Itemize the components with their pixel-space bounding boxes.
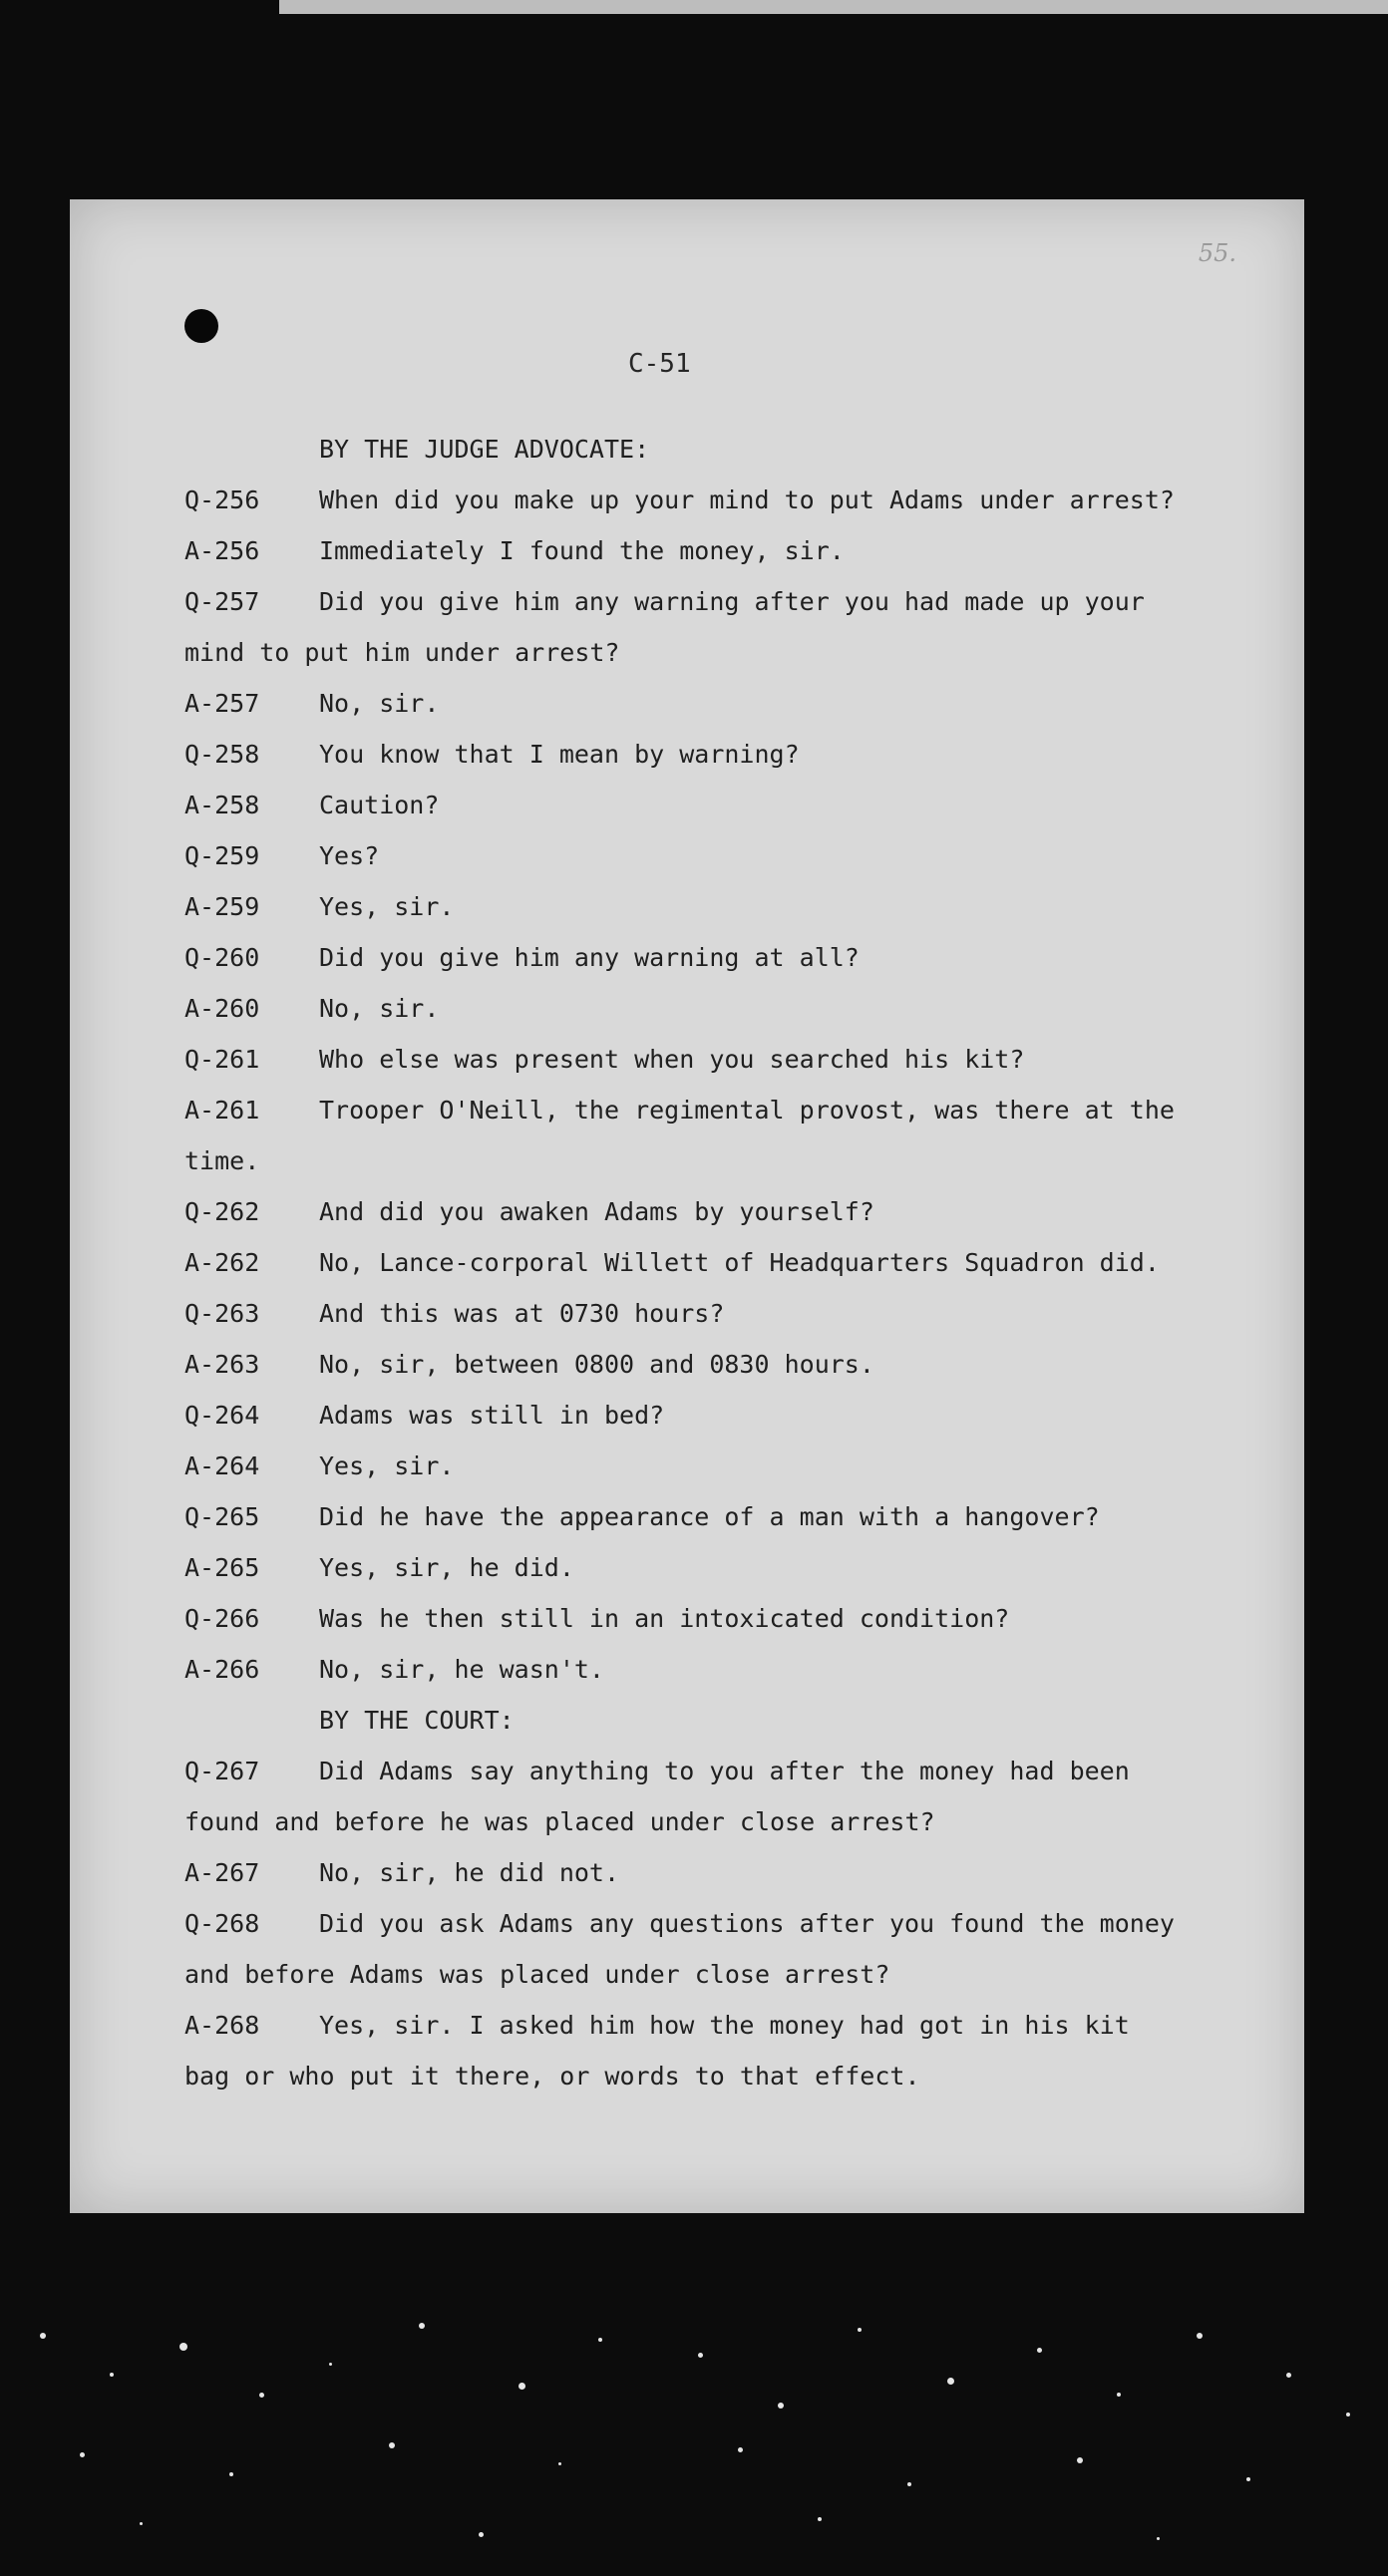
entry-code: Q-263 (184, 1299, 260, 1328)
transcript-entry (184, 1288, 1261, 1339)
film-speck (479, 2532, 484, 2537)
transcript-entry (184, 1847, 1261, 1898)
transcript-entry (184, 1034, 1261, 1085)
entry-code: A-263 (184, 1350, 260, 1379)
entry-text: No, sir, he wasn't. (319, 1655, 604, 1684)
entry-text: No, sir, between 0800 and 0830 hours. (319, 1350, 874, 1379)
entry-code: Q-259 (184, 841, 260, 870)
entry-code: A-268 (184, 2011, 260, 2040)
transcript-entry (184, 1186, 1261, 1237)
section-heading: BY THE COURT: (319, 1706, 515, 1735)
film-speck (1077, 2457, 1083, 2463)
entry-code: A-264 (184, 1451, 260, 1480)
entry-text: Was he then still in an intoxicated condition? (319, 1604, 1010, 1633)
entry-code: A-258 (184, 791, 260, 819)
transcript-entry (184, 475, 1261, 525)
entry-text: And this was at 0730 hours? (319, 1299, 725, 1328)
transcript-entry (184, 1085, 1261, 1135)
page-label: C-51 (628, 349, 691, 379)
entry-text: Yes, sir. (319, 1451, 455, 1480)
film-speck (1286, 2373, 1291, 2378)
film-speck (389, 2442, 395, 2448)
entry-code: Q-261 (184, 1045, 260, 1074)
entry-text: Yes? (319, 841, 380, 870)
top-paper-edge (279, 0, 1388, 14)
entry-code: A-261 (184, 1096, 260, 1125)
entry-code: Q-256 (184, 485, 260, 514)
entry-text: Who else was present when you searched his kit? (319, 1045, 1025, 1074)
entry-code: A-266 (184, 1655, 260, 1684)
document-page (70, 199, 1304, 2213)
entry-text: No, sir, he did not. (319, 1858, 620, 1887)
film-speck (40, 2333, 46, 2339)
entry-text: And did you awaken Adams by yourself? (319, 1197, 874, 1226)
film-speck (110, 2373, 114, 2377)
entry-code: Q-258 (184, 740, 260, 769)
transcript (184, 424, 1261, 2101)
film-speck (947, 2378, 954, 2385)
transcript-entry (184, 576, 1261, 627)
film-speck (80, 2452, 85, 2457)
film-speck (519, 2383, 525, 2390)
entry-code: Q-266 (184, 1604, 260, 1633)
film-speck (259, 2393, 264, 2398)
film-speck (907, 2482, 911, 2486)
entry-code: A-256 (184, 536, 260, 565)
transcript-entry (184, 1644, 1261, 1695)
entry-code: A-259 (184, 892, 260, 921)
transcript-entry (184, 729, 1261, 780)
transcript-entry (184, 678, 1261, 729)
entry-text: Yes, sir, he did. (319, 1553, 574, 1582)
film-speck (818, 2517, 822, 2521)
entry-text: No, Lance-corporal Willett of Headquarters Squadron did. (319, 1248, 1160, 1277)
continuation-line: time. (184, 1146, 260, 1175)
transcript-entry (184, 1339, 1261, 1390)
transcript-entry (184, 1593, 1261, 1644)
film-speck (1346, 2413, 1350, 2416)
transcript-entry (184, 881, 1261, 932)
entry-code: Q-264 (184, 1401, 260, 1430)
transcript-entry (184, 1542, 1261, 1593)
entry-text: Yes, sir. I asked him how the money had got in his kit (319, 2011, 1130, 2040)
entry-text: No, sir. (319, 994, 440, 1023)
film-speck (1246, 2477, 1250, 2481)
entry-text: Trooper O'Neill, the regimental provost, was there at the (319, 1096, 1175, 1125)
transcript-entry (184, 1237, 1261, 1288)
entry-code: Q-262 (184, 1197, 260, 1226)
film-speck (1197, 2333, 1203, 2339)
film-speck (738, 2447, 743, 2452)
entry-text: No, sir. (319, 689, 440, 718)
film-speck (140, 2522, 143, 2525)
film-speck (329, 2363, 332, 2366)
entry-text: Yes, sir. (319, 892, 455, 921)
entry-code: Q-260 (184, 943, 260, 972)
film-speck (229, 2472, 233, 2476)
film-speck (1037, 2348, 1042, 2353)
transcript-entry (184, 1898, 1261, 1949)
entry-text: Adams was still in bed? (319, 1401, 665, 1430)
transcript-entry (184, 780, 1261, 830)
entry-code: Q-268 (184, 1909, 260, 1938)
entry-text: Immediately I found the money, sir. (319, 536, 845, 565)
continuation-line: and before Adams was placed under close arrest? (184, 1960, 890, 1989)
entry-code: A-260 (184, 994, 260, 1023)
transcript-entry (184, 1491, 1261, 1542)
film-speck (698, 2353, 703, 2358)
entry-code: A-267 (184, 1858, 260, 1887)
entry-code: A-265 (184, 1553, 260, 1582)
continuation-line: found and before he was placed under close arrest? (184, 1807, 935, 1836)
entry-code: Q-265 (184, 1502, 260, 1531)
film-speck (858, 2328, 862, 2332)
entry-text: Did you give him any warning at all? (319, 943, 860, 972)
entry-text: Did you give him any warning after you had made up your (319, 587, 1145, 616)
entry-text: Did you ask Adams any questions after you found the money (319, 1909, 1175, 1938)
film-speck (778, 2403, 784, 2409)
entry-code: A-257 (184, 689, 260, 718)
entry-text: Caution? (319, 791, 440, 819)
transcript-entry (184, 525, 1261, 576)
entry-code: Q-257 (184, 587, 260, 616)
entry-code: Q-267 (184, 1757, 260, 1785)
film-speck (558, 2462, 561, 2465)
film-speck (1157, 2537, 1160, 2540)
transcript-entry (184, 932, 1261, 983)
folio-number: 55. (1198, 239, 1236, 267)
continuation-line: mind to put him under arrest? (184, 638, 620, 667)
entry-text: Did he have the appearance of a man with a hangover? (319, 1502, 1100, 1531)
transcript-entry (184, 830, 1261, 881)
film-speck (1117, 2393, 1121, 2397)
transcript-entry (184, 1746, 1261, 1796)
punch-hole (184, 309, 218, 343)
transcript-entry (184, 983, 1261, 1034)
entry-text: When did you make up your mind to put Adams under arrest? (319, 485, 1175, 514)
transcript-entry (184, 1441, 1261, 1491)
film-speck (179, 2343, 187, 2351)
transcript-entry (184, 1390, 1261, 1441)
continuation-line: bag or who put it there, or words to that effect. (184, 2062, 920, 2091)
entry-text: Did Adams say anything to you after the money had been (319, 1757, 1130, 1785)
transcript-entry (184, 2000, 1261, 2051)
entry-code: A-262 (184, 1248, 260, 1277)
film-speck (598, 2338, 602, 2342)
entry-text: You know that I mean by warning? (319, 740, 800, 769)
film-speck (419, 2323, 425, 2329)
section-heading: BY THE JUDGE ADVOCATE: (319, 435, 650, 464)
